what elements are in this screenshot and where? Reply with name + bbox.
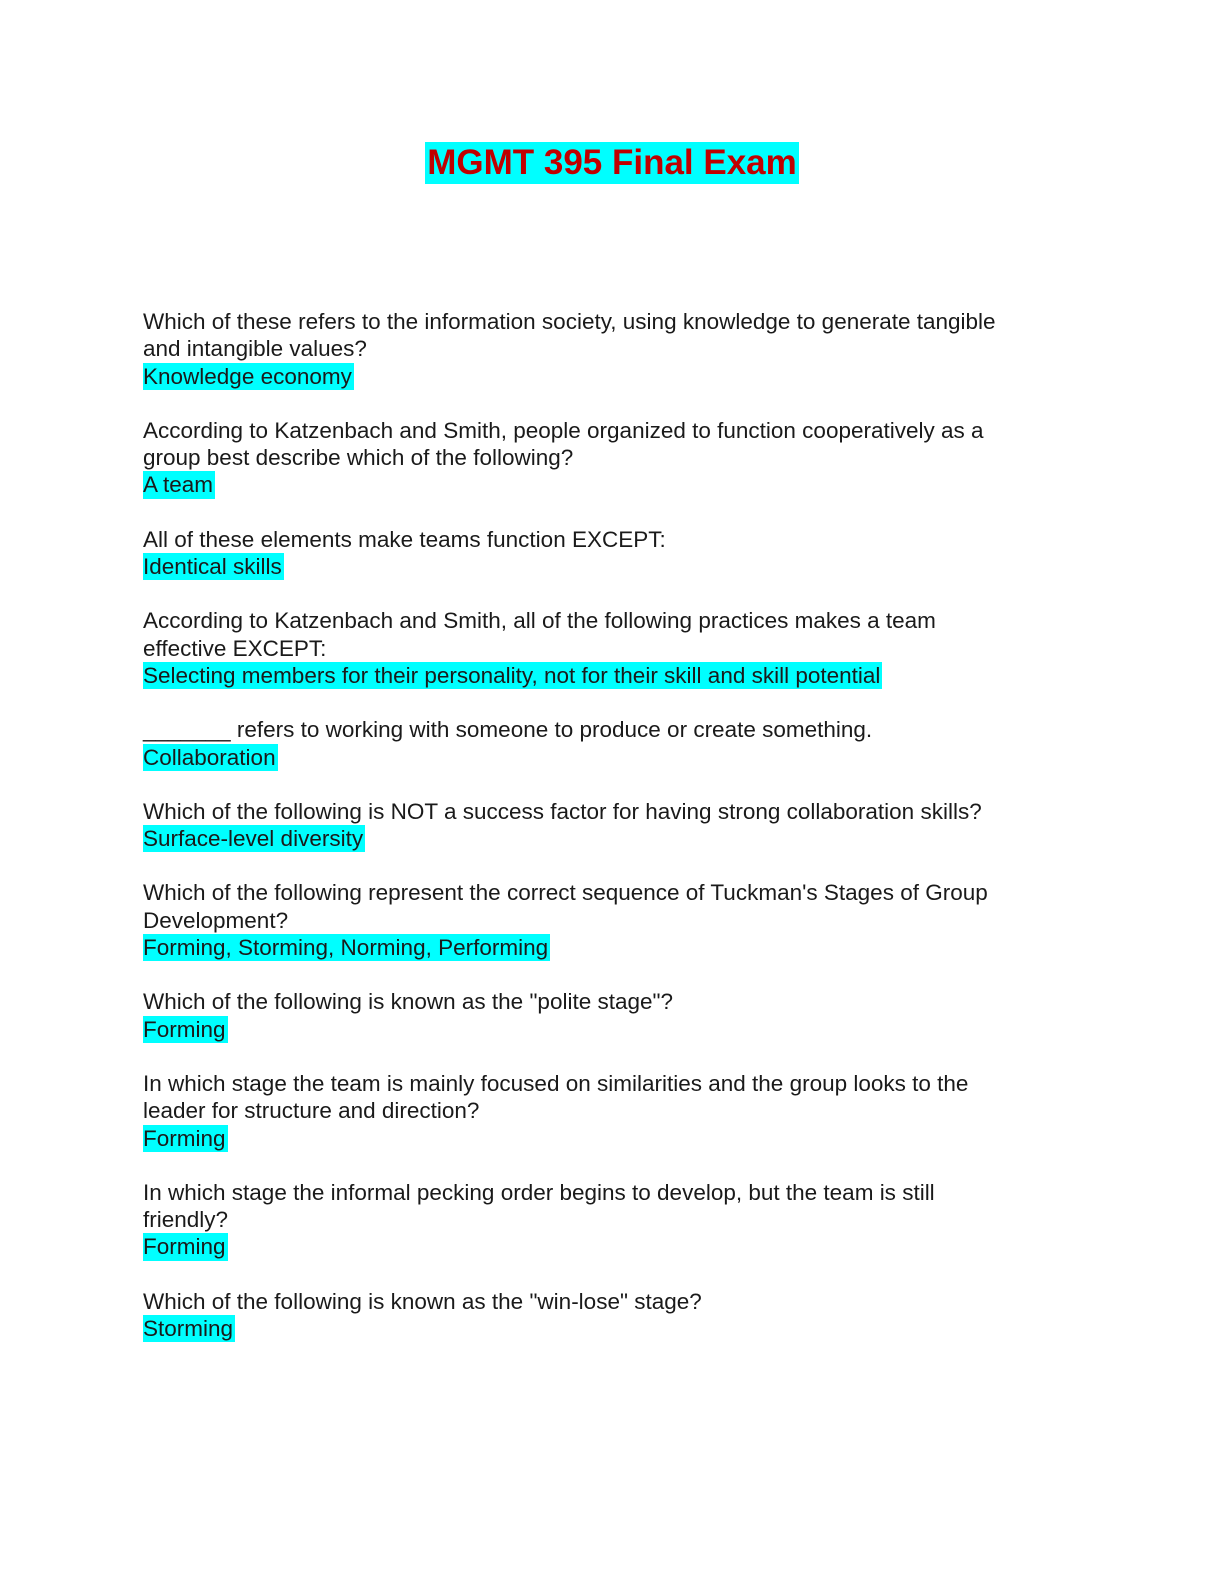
question-item — [143, 308, 1063, 390]
question-text: Which of the following represent the correct sequence of Tuckman's Stages of Group Development? — [143, 880, 988, 933]
question-item — [143, 879, 1063, 961]
answer-highlight: Forming — [143, 1016, 226, 1042]
answer-highlight: Surface-level diversity — [143, 826, 364, 852]
document-title: MGMT 395 Final Exam — [427, 143, 797, 182]
answer-highlight: Storming — [143, 1316, 234, 1342]
question-text: In which stage the team is mainly focused on similarities and the group looks to the leader for structure and direction? — [143, 1070, 969, 1124]
question-text: In which stage the informal pecking order begins to develop, but the team is still friendly? — [143, 1179, 935, 1233]
question-text: Which of the following is known as the "polite stage"? — [143, 989, 674, 1015]
question-item — [143, 988, 1063, 1043]
answer-highlight: Knowledge economy — [143, 363, 352, 389]
question-item — [143, 1288, 1063, 1343]
question-item — [143, 607, 1063, 689]
question-text: Which of these refers to the information society, using knowledge to generate tangible and intangible values? — [143, 309, 996, 362]
question-item — [143, 417, 1063, 499]
answer-highlight: Forming — [143, 1125, 226, 1151]
question-item — [143, 1179, 1063, 1261]
answer-highlight: Forming — [143, 1234, 226, 1260]
question-item — [143, 526, 1063, 581]
question-list — [143, 308, 1063, 1369]
question-text: Which of the following is NOT a success factor for having strong collaboration skills? — [143, 798, 982, 824]
answer-highlight: A team — [143, 472, 214, 498]
question-item — [143, 716, 1063, 771]
question-text: According to Katzenbach and Smith, all of the following practices makes a team effective EXCEPT: — [143, 608, 936, 661]
question-text: _______ refers to working with someone to produce or create something. — [143, 717, 873, 743]
question-text: All of these elements make teams function EXCEPT: — [143, 526, 666, 552]
answer-highlight: Collaboration — [143, 744, 276, 770]
question-text: According to Katzenbach and Smith, people organized to function cooperatively as a group best describe which of the following? — [143, 417, 984, 471]
question-text: Which of the following is known as the "win-lose" stage? — [143, 1288, 702, 1314]
answer-highlight: Forming, Storming, Norming, Performing — [143, 935, 549, 961]
question-item — [143, 798, 1063, 853]
title-container — [0, 142, 1224, 184]
question-item — [143, 1070, 1063, 1152]
answer-highlight: Identical skills — [143, 554, 282, 580]
answer-highlight: Selecting members for their personality, not for their skill and skill potential — [143, 662, 881, 688]
